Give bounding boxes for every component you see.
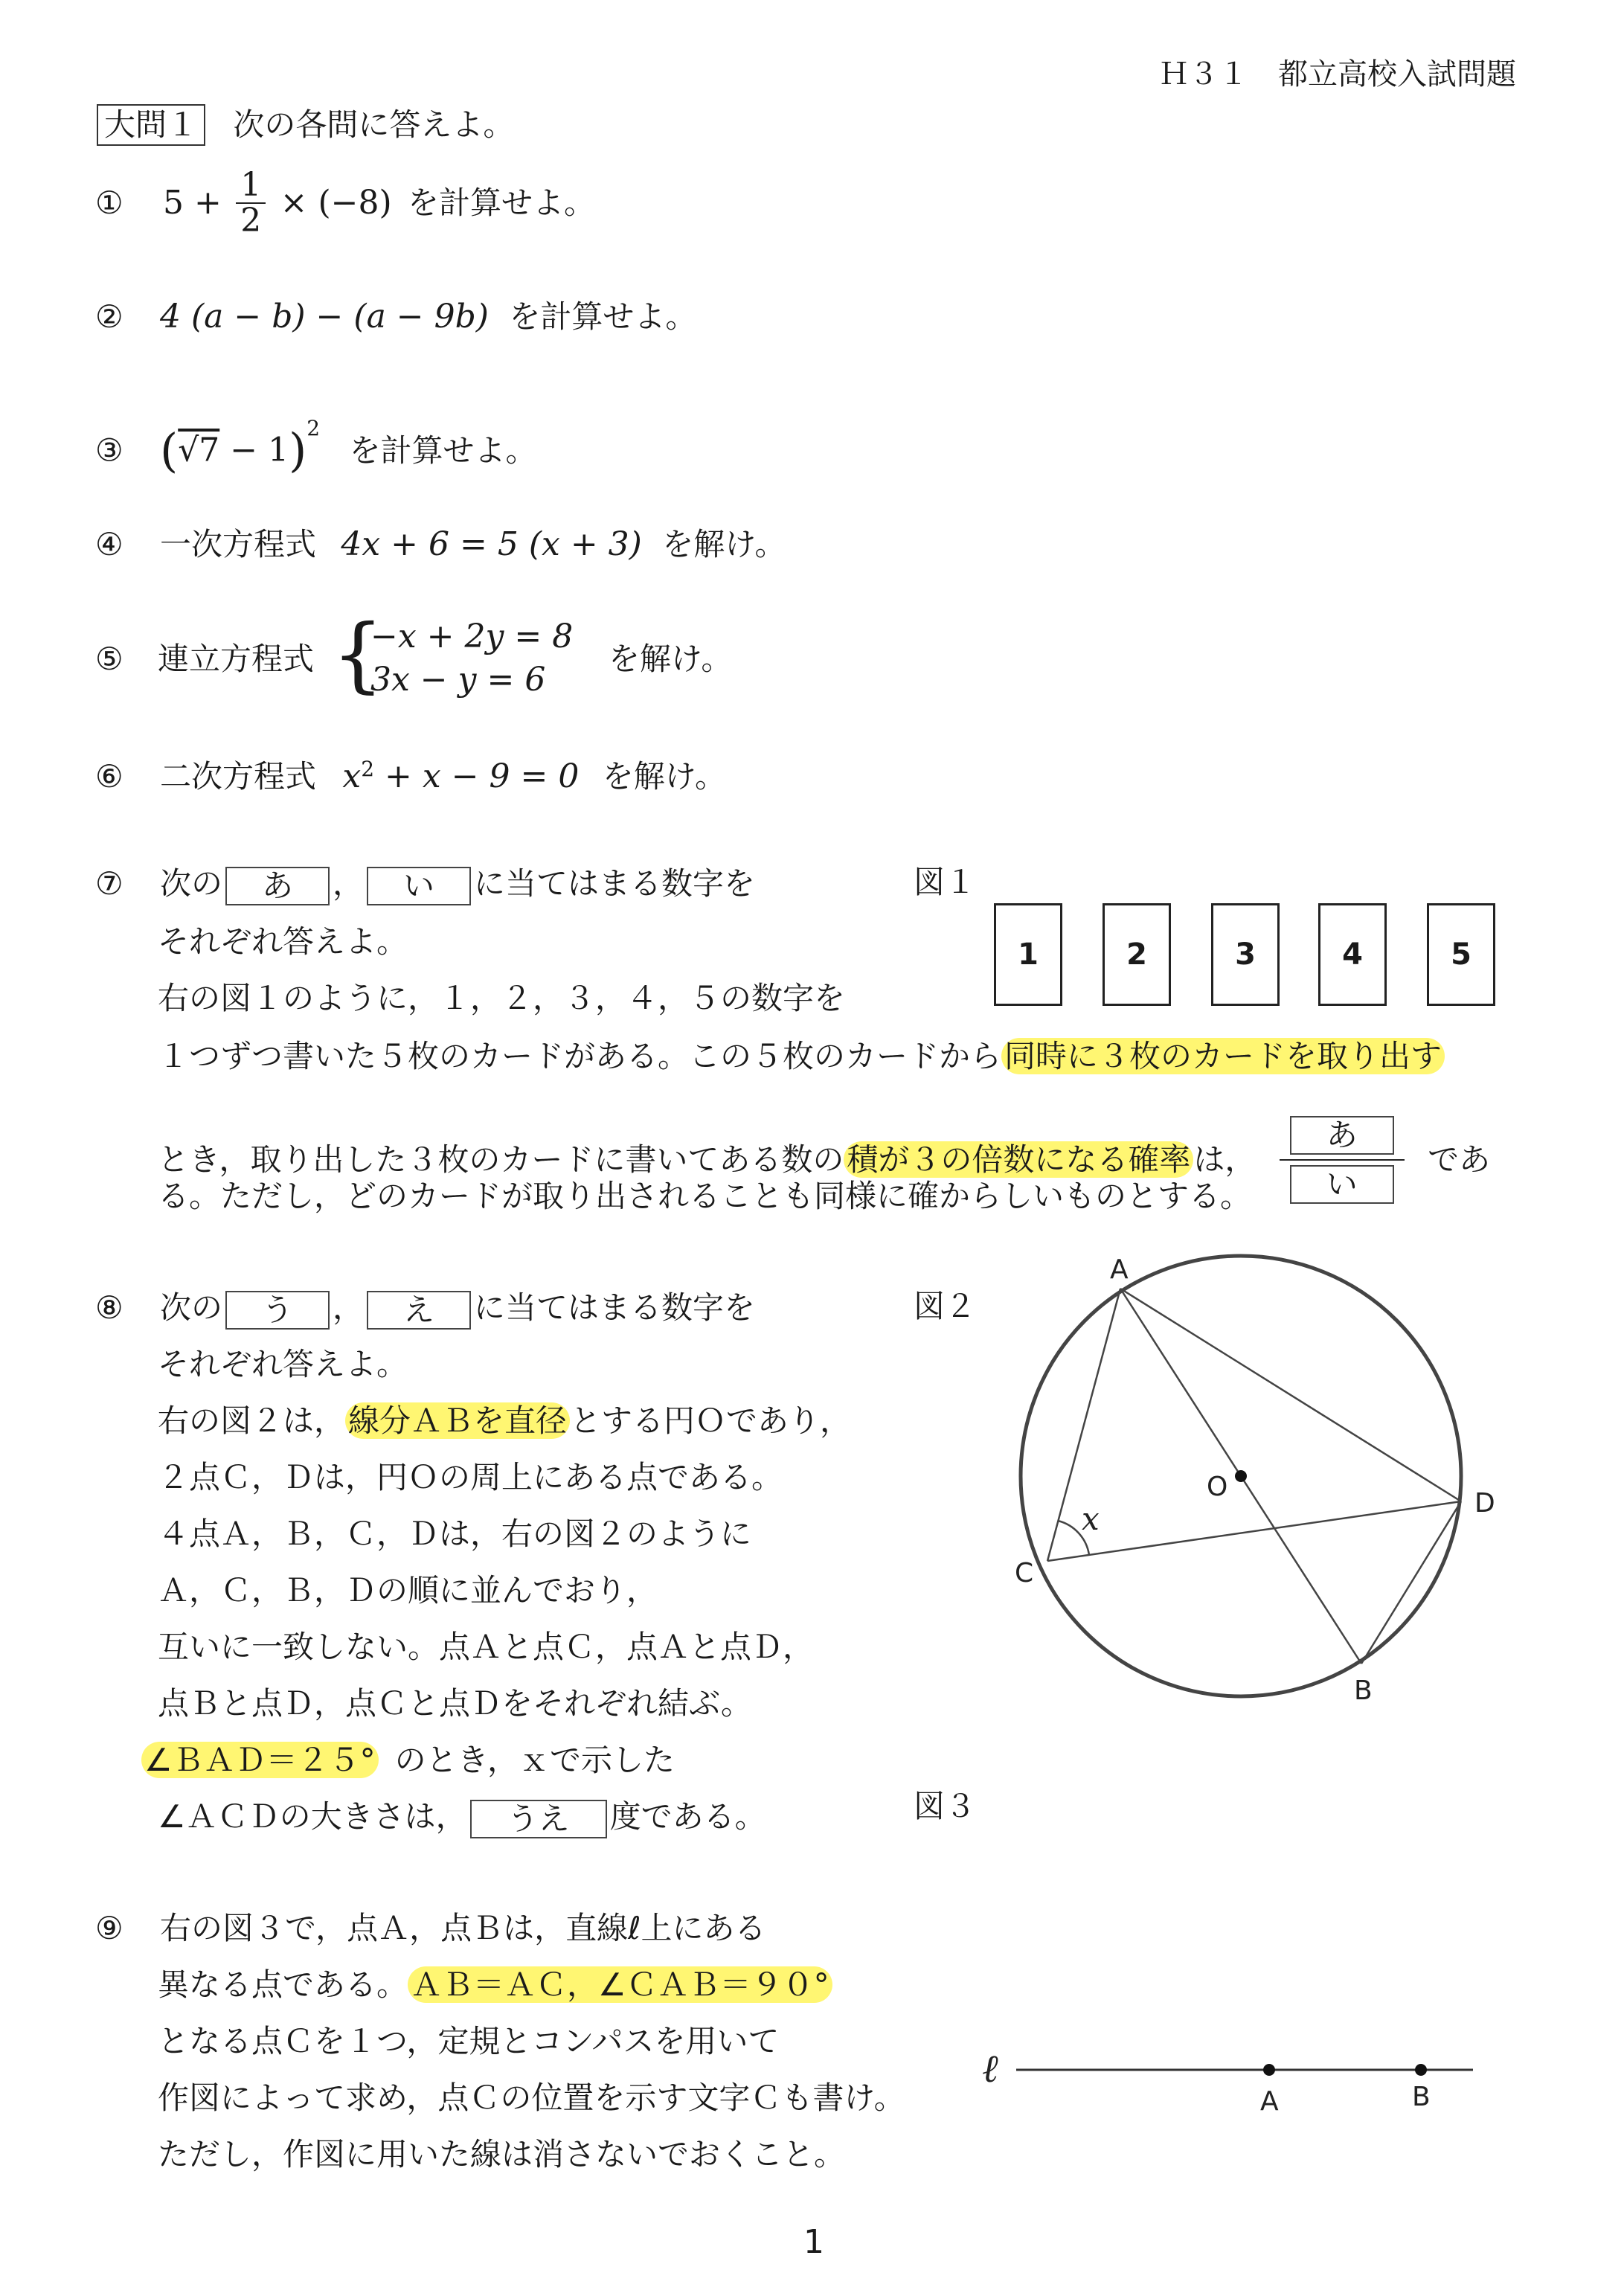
question-4 — [95, 524, 786, 565]
q7-frac-num — [1280, 1116, 1405, 1161]
q4-instruction: を解け。 — [662, 526, 786, 562]
q7-line-6: る。ただし，どのカードが取り出されることも同様に確からしいものとする。 — [158, 1178, 1252, 1214]
question-7-line-1 — [95, 863, 755, 905]
q8-mark: ⑧ — [95, 1289, 123, 1326]
q8-line-6: Ａ，Ｃ，Ｂ，Ｄの順に並んでおり， — [158, 1572, 658, 1609]
question-1 — [95, 168, 595, 250]
q7-fraction — [1280, 1116, 1405, 1204]
q1-fraction — [236, 168, 266, 238]
q5-brace: { — [332, 606, 384, 702]
q3-exponent: 2 — [306, 416, 321, 440]
q7-frac-den — [1280, 1161, 1405, 1204]
q8-line-7: 互いに一致しない。点Ａと点Ｃ，点Ａと点Ｄ， — [158, 1629, 815, 1665]
label-a: A — [1260, 2086, 1279, 2117]
q7-highlight-draw: 同時に３枚のカードを取り出す — [1001, 1038, 1445, 1074]
label-b: B — [1412, 2082, 1431, 2112]
q1-mark: ① — [95, 185, 123, 221]
q8-line-2: それぞれ答えよ。 — [158, 1346, 408, 1382]
q7-mark: ⑦ — [95, 865, 123, 902]
q9-line-4: 作図によって求め，点Ｃの位置を示す文字Ｃも書け。 — [158, 2079, 905, 2116]
q8-line-4: ２点Ｃ，Ｄは，円Ｏの周上にある点である。 — [158, 1459, 783, 1495]
q8-line-3 — [158, 1400, 851, 1442]
card-3: 3 — [1211, 903, 1280, 1006]
q8-text: のとき，ｘで示した — [394, 1742, 675, 1778]
figure-2-label: 図２ — [914, 1288, 977, 1324]
answer-box-i: い — [367, 867, 471, 905]
q3-expr-rest: − 1 — [219, 431, 289, 469]
page-header: Ｈ３１ 都立高校入試問題 — [1159, 57, 1516, 92]
q9-text: 異なる点である。 — [158, 1966, 408, 2003]
q1-denominator: 2 — [240, 202, 262, 240]
page-number: 1 — [803, 2223, 824, 2261]
figure-1-label: 図１ — [914, 864, 977, 900]
answer-box-frac-a: あ — [1290, 1116, 1394, 1155]
q4-label: 一次方程式 — [160, 526, 317, 562]
q6-exponent: 2 — [361, 757, 375, 781]
q7-line-3: 右の図１のように，１，２，３，４，５の数字を — [158, 980, 846, 1016]
answer-box-ue: うえ — [470, 1800, 607, 1838]
q9-line-5: ただし，作図に用いた線は消さないでおくこと。 — [158, 2136, 846, 2172]
q9-text: 右の図３で，点Ａ，点Ｂは，直線ℓ上にある — [160, 1910, 766, 1946]
q7-line-2: それぞれ答えよ。 — [158, 923, 408, 960]
q2-mark: ② — [95, 298, 123, 335]
label-d: D — [1474, 1488, 1495, 1519]
q8-text: とする円Ｏであり， — [570, 1402, 852, 1439]
problem-number-box: 大問１ — [97, 104, 205, 146]
figure-3-label: 図３ — [914, 1788, 977, 1824]
card-4: 4 — [1318, 903, 1387, 1006]
segment-bd — [1361, 1501, 1461, 1664]
q8-line-9 — [141, 1739, 675, 1781]
question-6 — [95, 748, 726, 798]
q4-mark: ④ — [95, 526, 123, 562]
figure-3 — [967, 2024, 1488, 2128]
point-b — [1415, 2064, 1427, 2076]
q2-expr: 4 (a − b) − (a − 9b) — [160, 298, 489, 336]
q5-eq2: 3x − y = 6 — [370, 661, 546, 699]
center-o-point — [1235, 1470, 1247, 1482]
q8-line-8: 点Ｂと点Ｄ，点Ｃと点Ｄをそれぞれ結ぶ。 — [158, 1685, 752, 1722]
q8-line-5: ４点Ａ，Ｂ，Ｃ，Ｄは，右の図２のように — [158, 1516, 752, 1552]
figure-2 — [967, 1250, 1503, 1711]
card-1: 1 — [994, 903, 1062, 1006]
answer-box-frac-i: い — [1290, 1165, 1394, 1204]
q7-highlight-probability: 積が３の倍数になる確率 — [844, 1141, 1193, 1178]
q1-expr-a: 5 + — [163, 184, 222, 222]
q6-expr-a: x — [342, 757, 362, 795]
answer-box-a: あ — [225, 867, 330, 905]
q6-label: 二次方程式 — [160, 758, 317, 795]
q8-text: に当てはまる数字を — [474, 1289, 756, 1326]
q1-expr-b: × (−8) — [280, 184, 392, 222]
q7-line-4 — [158, 1036, 1445, 1077]
q7-text: １つずつ書いた５枚のカードがある。この５枚のカードから — [158, 1038, 1002, 1074]
q1-numerator: 1 — [236, 168, 266, 204]
label-c: C — [1015, 1558, 1034, 1588]
q8-text: 次の — [160, 1289, 223, 1326]
q3-instruction: を計算せよ。 — [349, 432, 537, 469]
q3-mark: ③ — [95, 432, 123, 469]
q5-instruction: を解け。 — [609, 641, 733, 677]
problem-title — [97, 104, 514, 146]
q8-line-10 — [158, 1796, 766, 1838]
problem-instruction: 次の各問に答えよ。 — [233, 106, 515, 143]
q3-sqrt: √7 — [178, 431, 220, 469]
q2-instruction: を計算せよ。 — [509, 298, 697, 335]
question-3 — [95, 408, 537, 478]
q6-instruction: を解け。 — [602, 758, 727, 795]
q7-text: 次の — [160, 865, 223, 902]
q8-highlight-diameter: 線分ＡＢを直径 — [345, 1402, 570, 1439]
q7-comma: ， — [333, 865, 365, 902]
card-5: 5 — [1427, 903, 1495, 1006]
question-8-line-1 — [95, 1287, 755, 1330]
label-x: x — [1082, 1501, 1100, 1537]
segment-ad — [1120, 1289, 1461, 1501]
question-2 — [95, 296, 696, 338]
q8-comma: ， — [333, 1289, 365, 1326]
label-b: B — [1354, 1675, 1373, 1706]
q4-expr: 4x + 6 = 5 (x + 3) — [341, 525, 642, 563]
q9-mark: ⑨ — [95, 1910, 123, 1946]
line-label-l: ℓ — [982, 2047, 998, 2091]
q8-text: ∠ＡＣＤの大きさは， — [158, 1798, 467, 1835]
question-9-line-1 — [95, 1908, 766, 1949]
q9-highlight-condition: ＡＢ＝ＡＣ，∠ＣＡＢ＝９０° — [408, 1966, 832, 2003]
q1-instruction: を計算せよ。 — [408, 185, 596, 221]
q7-text: とき，取り出した３枚のカードに書いてある数の — [158, 1141, 844, 1178]
answer-box-u: う — [225, 1291, 330, 1330]
q7-text: は， — [1193, 1141, 1256, 1178]
label-o: O — [1207, 1472, 1228, 1502]
q5-label: 連立方程式 — [158, 641, 315, 677]
q7-text: に当てはまる数字を — [474, 865, 756, 902]
q3-paren-open: ( — [160, 423, 179, 478]
q7-text: であ — [1428, 1141, 1491, 1178]
q8-text: 右の図２は， — [158, 1402, 346, 1439]
label-a: A — [1110, 1254, 1129, 1285]
point-a — [1263, 2064, 1275, 2076]
q6-expr-b: + x − 9 = 0 — [374, 757, 580, 795]
q8-highlight-angle: ∠ＢＡＤ＝２５° — [141, 1742, 379, 1778]
card-2: 2 — [1103, 903, 1171, 1006]
q8-text: 度である。 — [609, 1798, 766, 1835]
q3-paren-close: ) — [289, 423, 307, 478]
q5-mark: ⑤ — [95, 641, 123, 677]
q6-mark: ⑥ — [95, 758, 123, 795]
q9-line-2 — [158, 1964, 832, 2006]
q9-line-3: となる点Ｃを１つ，定規とコンパスを用いて — [158, 2023, 780, 2059]
segment-cd — [1047, 1501, 1461, 1561]
answer-box-e: え — [367, 1291, 471, 1330]
q5-eq1: −x + 2y = 8 — [370, 618, 574, 655]
